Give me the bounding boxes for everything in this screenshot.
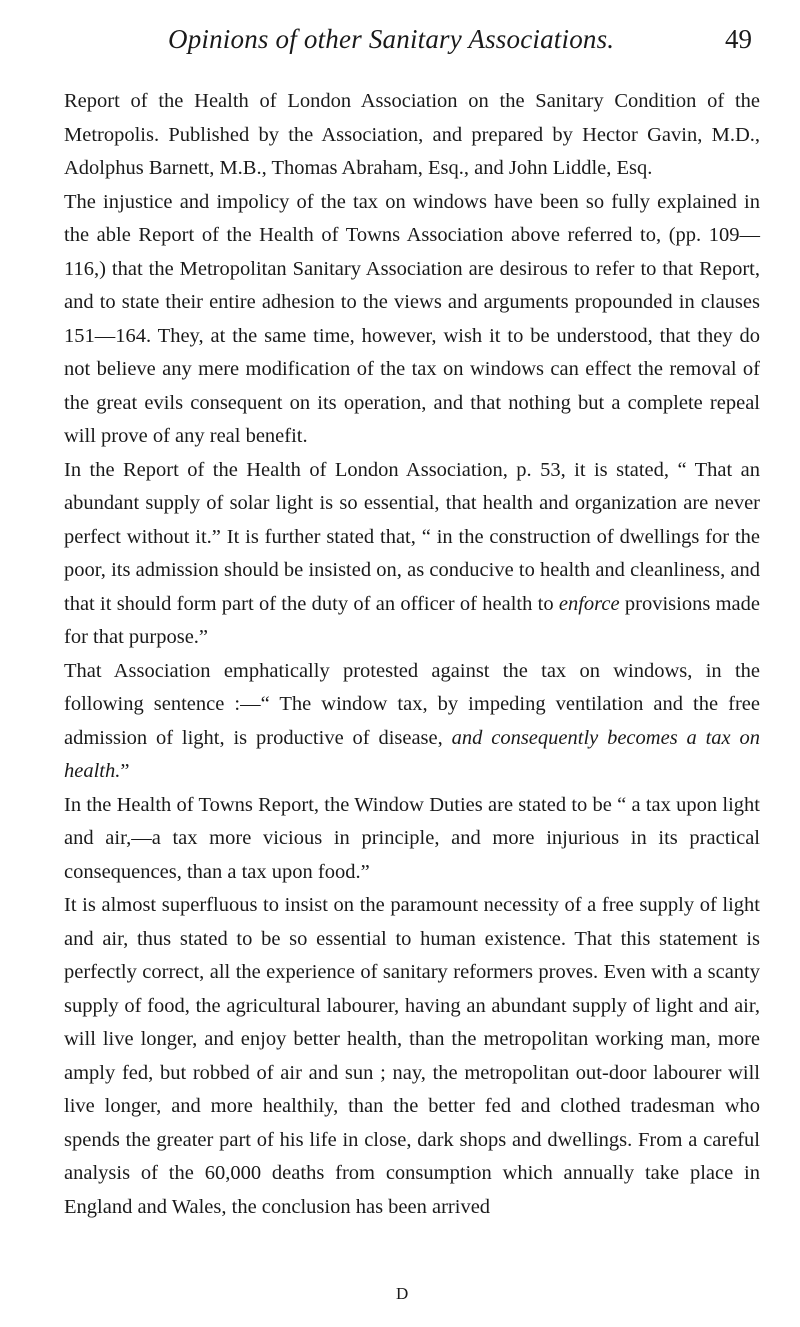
paragraph-text: provisions made for that purpose.” — [64, 592, 760, 648]
paragraph-text: Report of the Health of London Association on the Sanitary Condition of the Metropolis. Published by the Association, and prepared by Hector Gavin, M.D., Adolphus Barnett, M.B., Thomas Abraham, Esq., and John Liddle, Esq. — [64, 90, 760, 179]
paragraph-emphasis: and consequently becomes a tax on health. — [64, 726, 761, 782]
paragraph-text: It is almost superfluous to insist on the paramount necessity of a free supply of light and air, thus stated to be so essential to human existence. That this statement is perfectly correct, all the experience of sanitary reformers proves. Even with a scanty supply of food, the agricultural labourer, having an abundant supply of light and air, will live longer, and enjoy better health, than the metropolitan working man, more amply fed, but robbed of air and sun ; nay, the metropolitan out-door labourer will live longer, and more healthily, than the better fed and clothed tradesman who spends the greater part of his life in close, dark shops and dwellings. From a careful analysis of the 60,000 deaths from consumption which annually take place in England and Wales, the conclusion has been arrived — [64, 894, 760, 1218]
paragraph-text: The injustice and impolicy of the tax on windows have been so fully explained in the able Report of the Health of Towns Association above referred to, (pp. 109—116,) that the Metropolitan Sanitary Association are desirous to refer to that Report, and to state their entire adhesion to the views and arguments propounded in clauses 151—164. They, at the same time, however, wish it to be understood, that they do not believe any mere modification of the tax on windows can effect the removal of the great evils consequent on its operation, and that nothing but a complete repeal will prove of any real benefit. — [64, 190, 760, 447]
running-title: Opinions of other Sanitary Associations. — [168, 24, 615, 54]
paragraph-solar-light — [64, 454, 760, 655]
paragraph-text: ” — [120, 760, 130, 782]
running-head — [0, 24, 800, 64]
body-text — [64, 85, 760, 1224]
paragraph-text: That Association emphatically protested against the tax on windows, in the following sentence :—“ The window tax, by impeding ventilation and the free admission of light, is productive of disease, — [64, 659, 760, 749]
paragraph-emphasis: enforce — [558, 592, 620, 615]
paragraph-health-of-towns — [64, 789, 760, 890]
page-number: 49 — [725, 24, 752, 54]
paragraph-text: In the Report of the Health of London Association, p. 53, it is stated, “ That an abundant supply of solar light is so essential, that health and organization are never perfect without it.” It is further stated that, “ in the construction of dwellings for the poor, its admission should be insisted on, as conducive to health and cleanliness, and that it should form part of the duty of an officer of health to — [64, 458, 760, 615]
paragraph-text: In the Health of Towns Report, the Window Duties are stated to be “ a tax upon light and air,—a tax more vicious in principle, and more injurious in its practical consequences, than a tax upon food.” — [64, 793, 760, 883]
paragraph-protest — [64, 655, 760, 789]
paragraph-window-tax — [64, 186, 760, 454]
paragraph-light-and-air — [64, 889, 760, 1224]
paragraph-report-title — [64, 85, 760, 186]
signature-mark: D — [396, 1284, 409, 1303]
